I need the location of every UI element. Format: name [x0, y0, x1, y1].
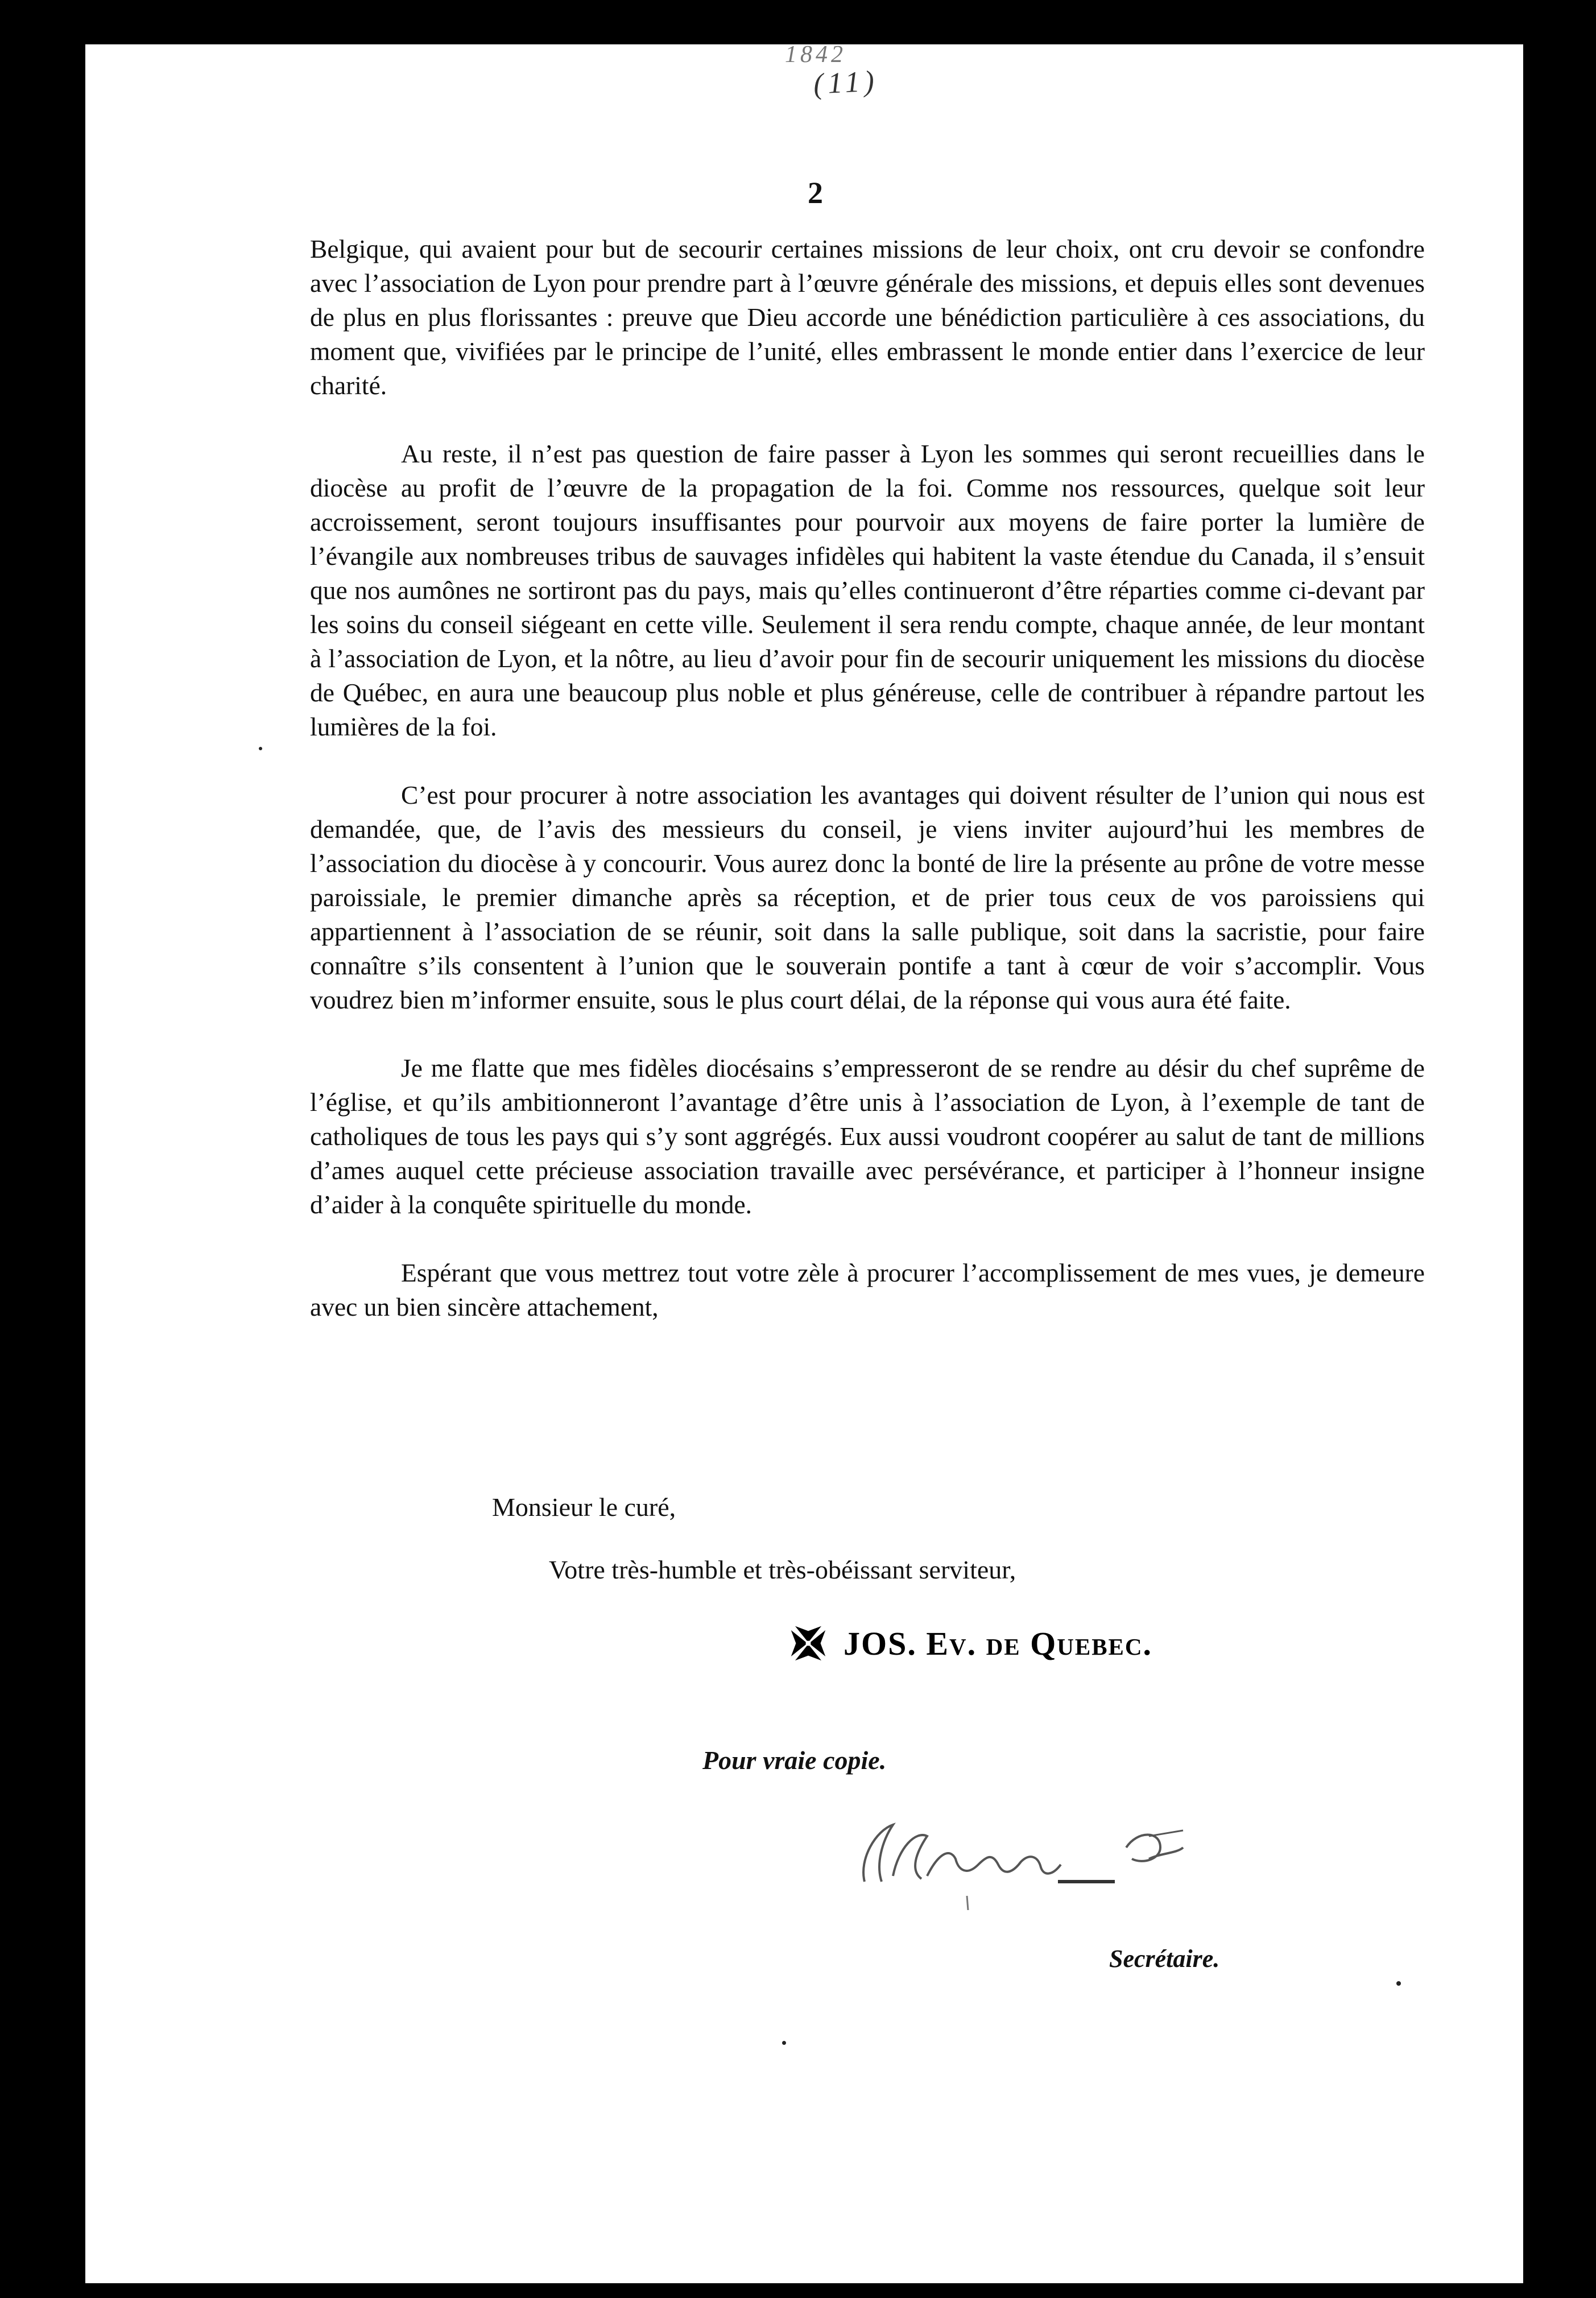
valediction: Votre très-humble et très-obéissant serviteur,	[549, 1555, 1016, 1584]
archive-mark: (11)	[812, 65, 880, 101]
paragraph-5: Espérant que vous mettrez tout votre zèle à procurer l’accomplissement de mes vues, je demeure avec un bien sincère attachement,	[310, 1258, 1425, 1321]
margin-speck	[1396, 1981, 1401, 1986]
handwritten-signature	[842, 1796, 1194, 1910]
printed-signature	[788, 1623, 1152, 1664]
letter-body	[310, 232, 1425, 1358]
salutation: Monsieur le curé,	[492, 1493, 676, 1522]
paragraph-4: Je me flatte que mes fidèles diocésains s’empresseront de se rendre au désir du chef suprême de l’église, et qu’ils ambitionneront l’avantage d’être unis à l’association de Lyon, à l’exemple de tant de catholiques de tous les pays qui s’y sont aggrégés. Eux aussi voudront coopérer au salut de tant de millions d’ames auquel cette précieuse association travaille avec persévérance, et participer à l’honneur insigne d’aider à la conquête spirituelle du monde.	[310, 1053, 1425, 1219]
archive-mark-top: 1842	[785, 42, 846, 68]
paragraph-1: Belgique, qui avaient pour but de secourir certaines missions de leur choix, ont cru devoir se confondre avec l’association de Lyon pour prendre part à l’œuvre générale des missions, et depuis elles sont devenues de plus en plus florissantes : preuve que Dieu accorde une bénédiction particulière à ces associations, du moment que, vivifiées par le principe de l’unité, elles embrassent le monde entier dans l’exercice de leur charité.	[310, 234, 1425, 400]
cross-icon	[788, 1623, 829, 1664]
paragraph-3: C’est pour procurer à notre association les avantages qui doivent résulter de l’union qui nous est demandée, que, de l’avis des messieurs du conseil, je viens inviter aujourd’hui les membres de l’association du diocèse à y concourir. Vous aurez donc la bonté de lire la présente au prône de votre messe paroissiale, le premier dimanche après sa réception, et de prier tous ceux de vos paroissiens qui appartiennent à l’association de se réunir, soit dans la salle publique, soit dans la sacristie, pour faire connaître s’ils consentent à l’union que le souverain pontife a tant à cœur de voir s’accomplir. Vous voudrez bien m’informer ensuite, sous le plus court délai, de la réponse qui vous aura été faite.	[310, 780, 1425, 1014]
secretary-title: Secrétaire.	[1109, 1945, 1220, 1973]
paragraph-2: Au reste, il n’est pas question de faire passer à Lyon les sommes qui seront recueillies dans le diocèse au profit de l’œuvre de la propagation de la foi. Comme nos ressources, quelque soit leur accroissement, seront toujours insuffisantes pour pourvoir aux moyens de faire porter la lumière de l’évangile aux nombreuses tribus de sauvages infidèles qui habitent la vaste étendue du Canada, il s’ensuit que nos aumônes ne sortiront pas du pays, mais qu’elles continueront d’être réparties comme ci-devant par les soins du conseil siégeant en cette ville. Seulement il sera rendu compte, chaque année, de leur montant à l’association de Lyon, et la nôtre, au lieu d’avoir pour fin de secourir uniquement les missions du diocèse de Québec, en aura une beaucoup plus noble et plus généreuse, celle de contribuer à répandre partout les lumières de la foi.	[310, 439, 1425, 741]
margin-speck	[782, 2041, 786, 2045]
margin-speck	[259, 747, 262, 750]
page-number: 2	[808, 176, 823, 210]
document-page	[85, 44, 1523, 2283]
copy-note: Pour vraie copie.	[702, 1746, 887, 1775]
signature-name: JOS. Ev. de Quebec.	[844, 1625, 1152, 1662]
